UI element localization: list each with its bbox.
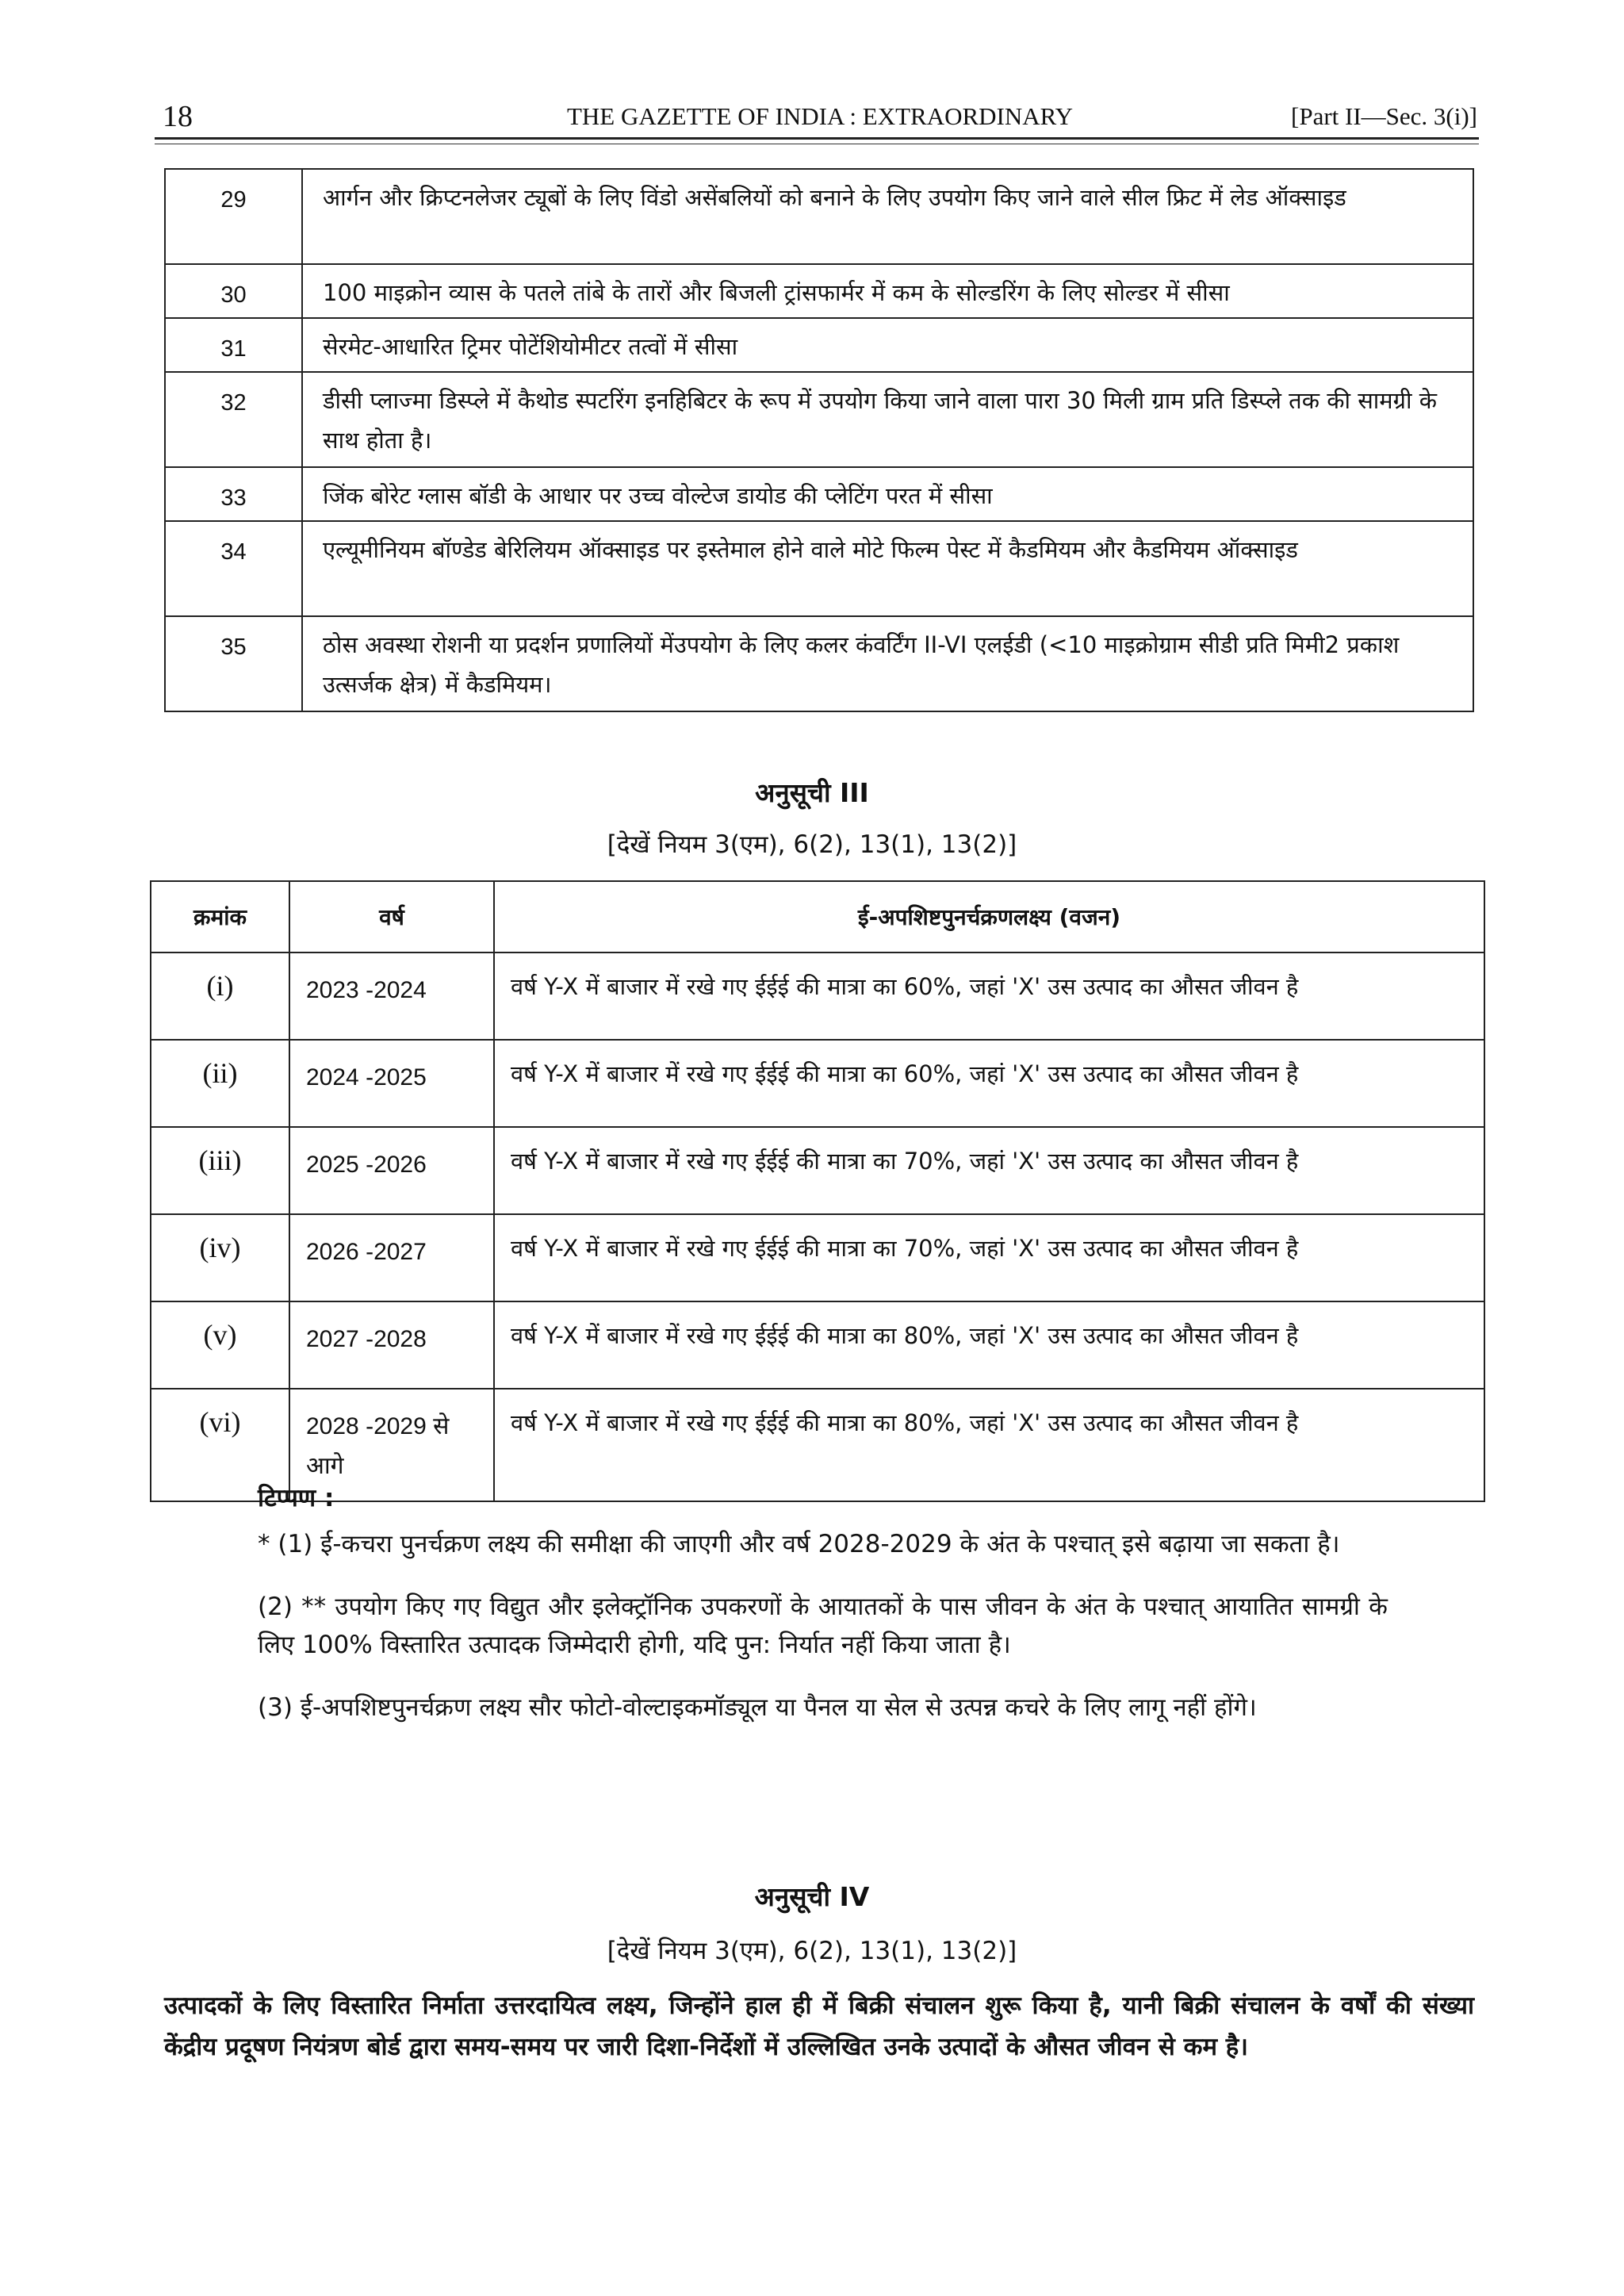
exemptions-table xyxy=(164,168,1474,712)
table-row xyxy=(165,372,1473,467)
serial-cell: (iii) xyxy=(151,1127,289,1214)
year-cell: 2026 -2027 xyxy=(289,1214,494,1301)
serial-cell: (iv) xyxy=(151,1214,289,1301)
note-item: (2) ** उपयोग किए गए विद्युत और इलेक्ट्रॉनिक उपकरणों के आयातकों के पास जीवन के अंत के पश्चात् आयातित सामग्री के लिए 100% विस्तारित उत्पादक जिम्मेदारी होगी, यदि पुन: निर्यात नहीं किया जाता है। xyxy=(258,1593,1388,1659)
row-number: 34 xyxy=(165,521,302,616)
row-text: एल्यूमीनियम बॉण्डेड बेरिलियम ऑक्साइड पर इस्तेमाल होने वाले मोटे फिल्म पेस्ट में कैडमियम और कैडमियम ऑक्साइड xyxy=(302,521,1473,616)
gazette-title: THE GAZETTE OF INDIA : EXTRAORDINARY xyxy=(566,102,1074,130)
column-header-target: ई-अपशिष्टपुनर्चक्रणलक्ष्य (वजन) xyxy=(494,881,1484,953)
year-cell: 2027 -2028 xyxy=(289,1301,494,1389)
column-header-year: वर्ष xyxy=(289,881,494,953)
schedule-4-text: उत्पादकों के लिए विस्तारित निर्माता उत्तरदायित्व लक्ष्य, जिन्होंने हाल ही में बिक्री संचालन शुरू किया है, यानी बिक्री संचालन के वर्षों की संख्या केंद्रीय प्रदूषण नियंत्रण बोर्ड द्वारा समय-समय पर जारी दिशा-निर्देशों में उल्लिखित उनके उत्पादों के औसत जीवन से कम है। xyxy=(164,1991,1474,2061)
target-cell: वर्ष Y-X में बाजार में रखे गए ईईई की मात्रा का 80%, जहां 'X' उस उत्पाद का औसत जीवन है xyxy=(494,1301,1484,1389)
recycling-target-table xyxy=(150,880,1485,1502)
page-header xyxy=(163,99,1477,139)
year-cell: 2028 -2029 से आगे xyxy=(289,1389,494,1501)
target-cell: वर्ष Y-X में बाजार में रखे गए ईईई की मात्रा का 70%, जहां 'X' उस उत्पाद का औसत जीवन है xyxy=(494,1127,1484,1214)
notes-section xyxy=(258,1479,1388,1738)
serial-cell: (vi) xyxy=(151,1389,289,1501)
column-header-serial: क्रमांक xyxy=(151,881,289,953)
row-text: डीसी प्लाज्मा डिस्प्ले में कैथोड स्पटरिंग इनहिबिटर के रूप में उपयोग किया जाने वाला पारा 30 मिली ग्राम प्रति डिस्प्ले तक की सामग्री के साथ होता है। xyxy=(302,372,1473,467)
row-text: ठोस अवस्था रोशनी या प्रदर्शन प्रणालियों मेंउपयोग के लिए कलर कंवर्टिंग II-VI एलईडी (<10 माइक्रोग्राम सीडी प्रति मिमी2 प्रकाश उत्सर्जक क्षेत्र) में कैडमियम। xyxy=(302,616,1473,711)
note-item: (3) ई-अपशिष्टपुनर्चक्रण लक्ष्य सौर फोटो-वोल्टाइकमॉड्यूल या पैनल या सेल से उत्पन्न कचरे के लिए लागू नहीं होंगे। xyxy=(258,1693,1257,1722)
table-row xyxy=(165,616,1473,711)
row-number: 31 xyxy=(165,318,302,372)
table-row xyxy=(151,1127,1484,1214)
year-cell: 2023 -2024 xyxy=(289,953,494,1040)
page-number: 18 xyxy=(163,100,193,133)
row-text: सेरमेट-आधारित ट्रिमर पोटेंशियोमीटर तत्वों में सीसा xyxy=(302,318,1473,372)
row-text: 100 माइक्रोन व्यास के पतले तांबे के तारों और बिजली ट्रांसफार्मर में कम के सोल्डरिंग के लिए सोल्डर में सीसा xyxy=(302,264,1473,318)
row-number: 30 xyxy=(165,264,302,318)
table-row xyxy=(165,467,1473,521)
table-row xyxy=(165,318,1473,372)
row-text: जिंक बोरेट ग्लास बॉडी के आधार पर उच्च वोल्टेज डायोड की प्लेटिंग परत में सीसा xyxy=(302,467,1473,521)
serial-cell: (ii) xyxy=(151,1040,289,1127)
table-row xyxy=(151,953,1484,1040)
target-cell: वर्ष Y-X में बाजार में रखे गए ईईई की मात्रा का 60%, जहां 'X' उस उत्पाद का औसत जीवन है xyxy=(494,1040,1484,1127)
schedule-4-reference: [देखें नियम 3(एम), 6(2), 13(1), 13(2)] xyxy=(607,1937,1017,1965)
table-row xyxy=(151,1214,1484,1301)
serial-cell: (i) xyxy=(151,953,289,1040)
notes-title: टिप्पण : xyxy=(258,1484,335,1512)
serial-cell: (v) xyxy=(151,1301,289,1389)
target-cell: वर्ष Y-X में बाजार में रखे गए ईईई की मात्रा का 60%, जहां 'X' उस उत्पाद का औसत जीवन है xyxy=(494,953,1484,1040)
row-number: 29 xyxy=(165,169,302,264)
part-section: [Part II—Sec. 3(i)] xyxy=(1291,102,1477,130)
table-row xyxy=(165,264,1473,318)
row-number: 33 xyxy=(165,467,302,521)
year-cell: 2025 -2026 xyxy=(289,1127,494,1214)
schedule-3-title: अनुसूची III xyxy=(755,777,869,808)
schedule-3-reference: [देखें नियम 3(एम), 6(2), 13(1), 13(2)] xyxy=(607,830,1017,859)
row-text: आर्गन और क्रिप्टनलेजर ट्यूबों के लिए विंडो असेंबलियों को बनाने के लिए उपयोग किए जाने वाले सील फ्रिट में लेड ऑक्साइड xyxy=(302,169,1473,264)
header-rule-thick xyxy=(155,137,1479,140)
row-number: 35 xyxy=(165,616,302,711)
note-item: * (1) ई-कचरा पुनर्चक्रण लक्ष्य की समीक्षा की जाएगी और वर्ष 2028-2029 के अंत के पश्चात् इसे बढ़ाया जा सकता है। xyxy=(258,1530,1340,1558)
row-number: 32 xyxy=(165,372,302,467)
year-cell: 2024 -2025 xyxy=(289,1040,494,1127)
target-cell: वर्ष Y-X में बाजार में रखे गए ईईई की मात्रा का 70%, जहां 'X' उस उत्पाद का औसत जीवन है xyxy=(494,1214,1484,1301)
table-row xyxy=(151,1301,1484,1389)
table-row xyxy=(151,1040,1484,1127)
table-header-row xyxy=(151,881,1484,953)
table-row xyxy=(165,521,1473,616)
schedule-4-title: अनुसूची IV xyxy=(754,1881,870,1912)
target-cell: वर्ष Y-X में बाजार में रखे गए ईईई की मात्रा का 80%, जहां 'X' उस उत्पाद का औसत जीवन है xyxy=(494,1389,1484,1501)
table-row xyxy=(165,169,1473,264)
